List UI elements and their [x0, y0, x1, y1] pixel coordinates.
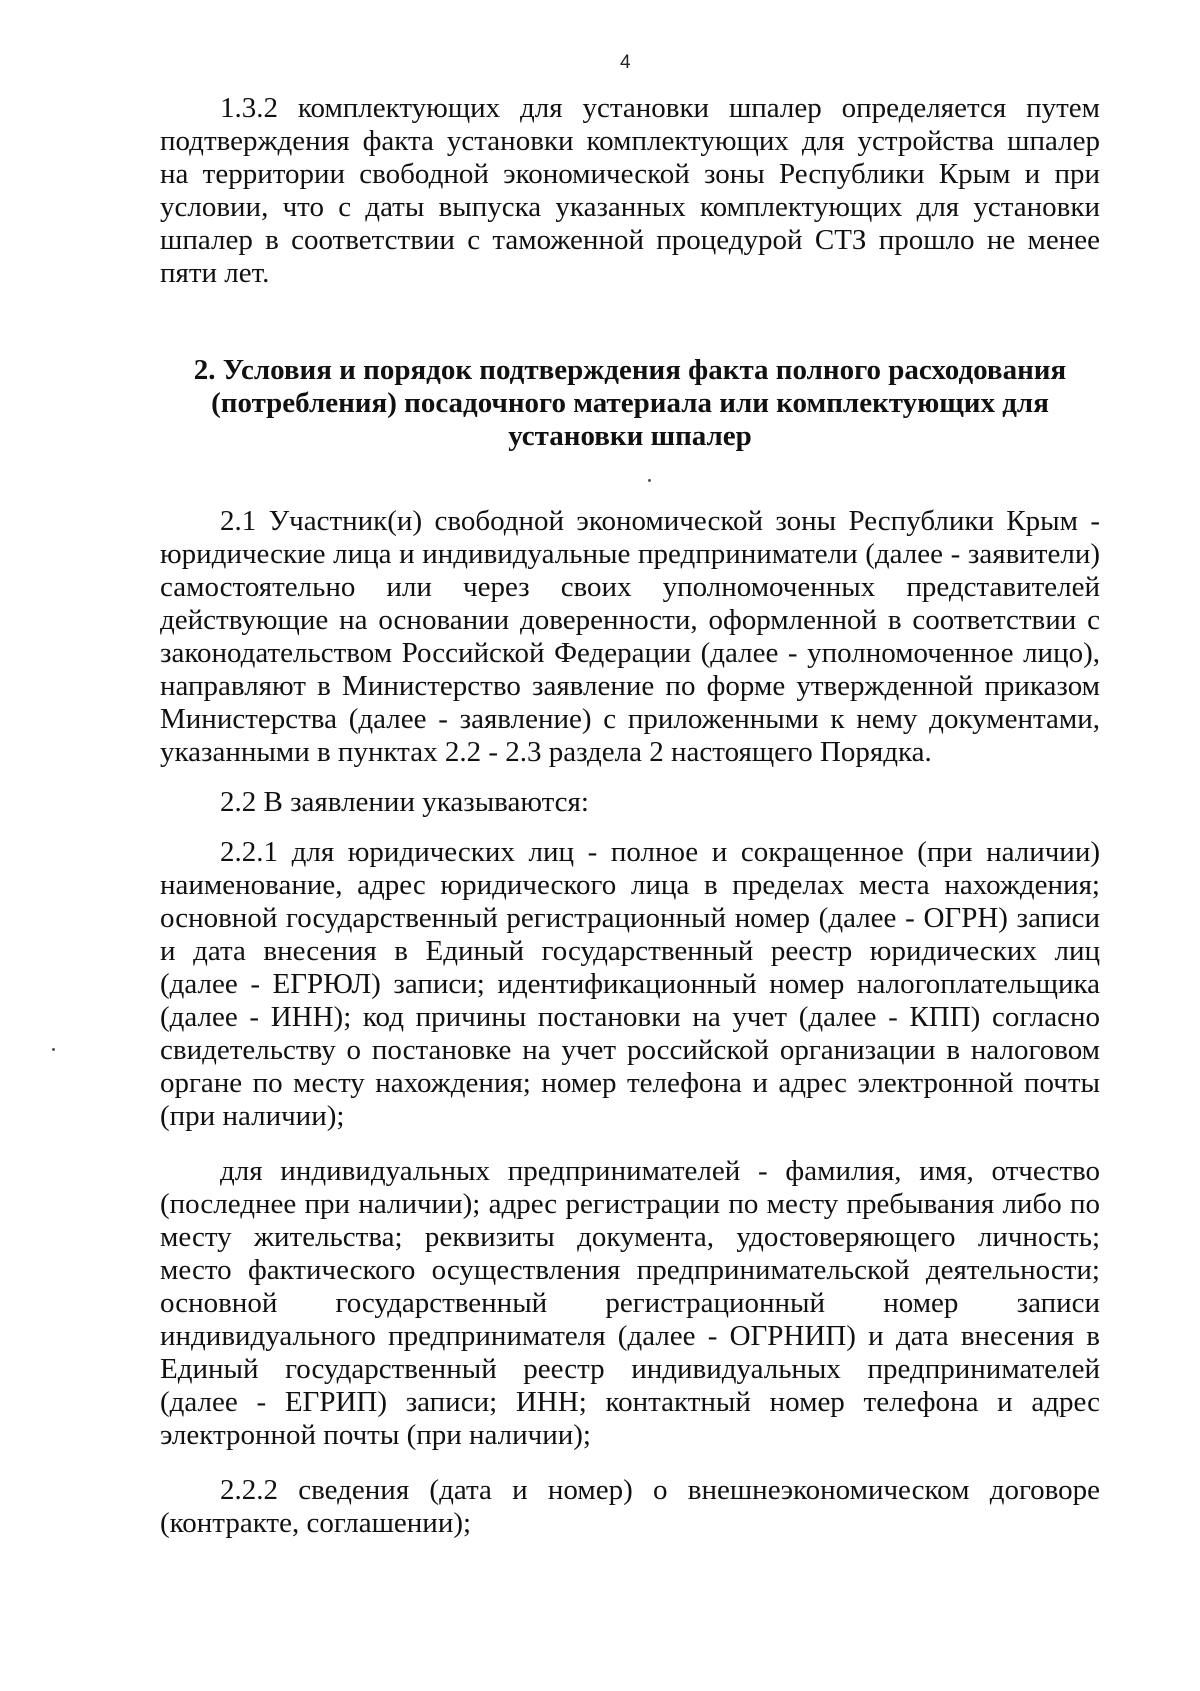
paragraph-2-2: 2.2 В заявлении указываются:	[220, 786, 589, 818]
paragraph-individual-entrepreneurs: для индивидуальных предпринимателей - фамилия, имя, отчество (последнее при наличии); адрес регистрации по месту пребывания либо по месту жительства; реквизиты документа, удостоверяющего личность; место фактического осуществления предпринимательской деятельности; основной государственный регистрационный номер записи индивидуального предпринимателя (далее - ОГРНИП) и дата внесения в Единый государственный реестр индивидуальных предпринимателей (далее - ЕГРИП) записи; ИНН; контактный номер телефона и адрес электронной почты (при наличии);	[160, 1155, 1100, 1451]
paragraph-1-3-2: 1.3.2 комплектующих для установки шпалер определяется путем подтверждения факта установки комплектующих для устройства шпалер на территории свободной экономической зоны Республики Крым и при условии, что с даты выпуска указанных комплектующих для установки шпалер в соответствии с таможенной процедурой СТЗ прошло не менее пяти лет.	[160, 92, 1100, 289]
document-body	[160, 92, 1100, 1540]
section-2-heading: 2. Условия и порядок подтверждения факта полного расходования (потребления) посадочного материала или комплектующих для установки шпалер	[193, 354, 1067, 452]
paragraph-2-1: 2.1 Участник(и) свободной экономической зоны Республики Крым - юридические лица и индивидуальные предприниматели (далее - заявители) самостоятельно или через своих уполномоченных представителей действующие на основании доверенности, оформленной в соответствии с законодательством Российской Федерации (далее - уполномоченное лицо), направляют в Министерство заявление по форме утвержденной приказом Министерства (далее - заявление) с приложенными к нему документами, указанными в пунктах 2.2 - 2.3 раздела 2 настоящего Порядка.	[160, 505, 1100, 768]
scan-speck	[52, 1048, 55, 1051]
paragraph-2-2-2: 2.2.2 сведения (дата и номер) о внешнеэкономическом договоре (контракте, соглашении);	[160, 1474, 1100, 1539]
paragraph-2-2-1: 2.2.1 для юридических лиц - полное и сокращенное (при наличии) наименование, адрес юридического лица в пределах места нахождения; основной государственный регистрационный номер (далее - ОГРН) записи и дата внесения в Единый государственный реестр юридических лиц (далее - ЕГРЮЛ) записи; идентификационный номер налогоплательщика (далее - ИНН); код причины постановки на учет (далее - КПП) согласно свидетельству о постановке на учет российской организации в налоговом органе по месту нахождения; номер телефона и адрес электронной почты (при наличии);	[160, 836, 1100, 1132]
scan-speck	[648, 479, 651, 482]
page-number: 4	[620, 52, 631, 73]
